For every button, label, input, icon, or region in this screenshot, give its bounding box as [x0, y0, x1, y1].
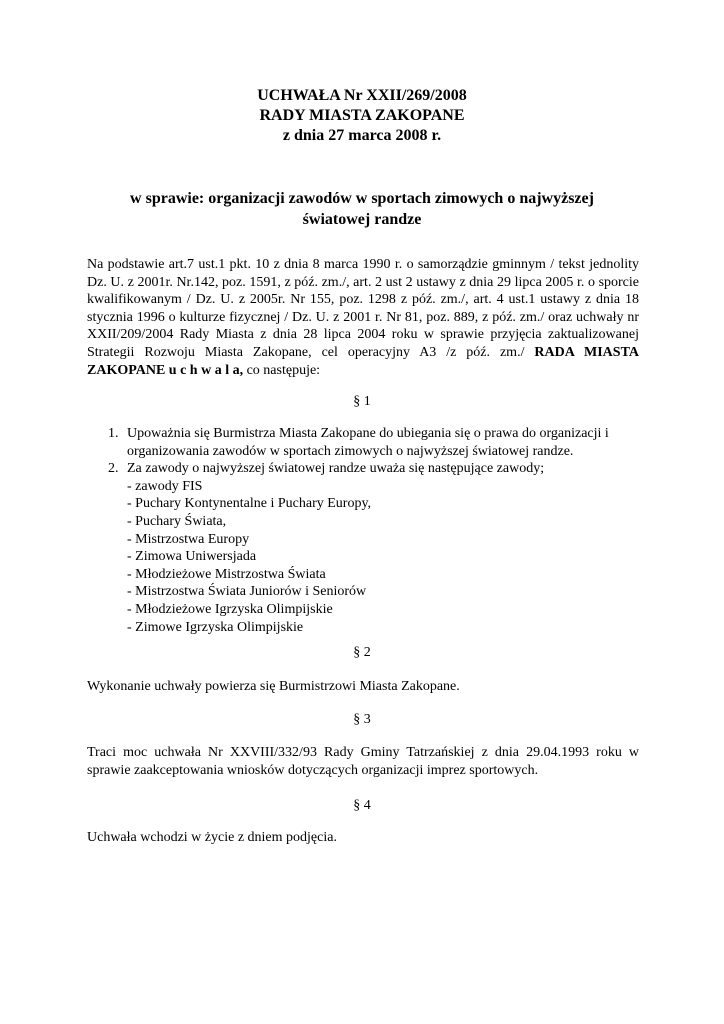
subject-line-1: w sprawie: organizacji zawodów w sportach zimowych o najwyższej — [130, 190, 594, 207]
section-3-heading: § 3 — [353, 712, 371, 727]
numbered-list — [108, 425, 643, 636]
list-item — [108, 425, 643, 460]
list-item-text: Upoważnia się Burmistrza Miasta Zakopane do ubiegania się o prawa do organizacji i organizowania zawodów w sportach zimowych o najwyższej światowej randze. — [127, 426, 609, 459]
list-item-text: Za zawody o najwyższej światowej randze uważa się następujące zawody; — [127, 461, 545, 477]
section-2-heading: § 2 — [353, 645, 371, 660]
section-4-paragraph: Uchwała wchodzi w życie z dniem podjęcia. — [87, 830, 337, 845]
section-3-paragraph: Traci moc uchwała Nr XXVIII/332/93 Rady Gminy Tatrzańskiej z dnia 29.04.1993 roku w sprawie zaakceptowania wniosków dotyczących organizacji imprez sportowych. — [87, 745, 639, 778]
preamble-paragraph — [87, 256, 639, 379]
title-line-1: UCHWAŁA Nr XXII/269/2008 — [257, 87, 467, 104]
competition-type-item: - Mistrzostwa Świata Juniorów i Seniorów — [127, 584, 367, 600]
section-1-heading: § 1 — [353, 394, 371, 409]
competition-type-item: - Młodzieżowe Mistrzostwa Świata — [127, 566, 326, 582]
subject-line-2: światowej randze — [302, 211, 422, 228]
resolution-title — [0, 86, 724, 146]
section-4-heading: § 4 — [353, 798, 371, 813]
title-line-2: RADY MIASTA ZAKOPANE — [259, 107, 465, 124]
competition-type-item: - zawody FIS — [127, 478, 203, 494]
list-item-number: 1. — [108, 426, 119, 441]
competition-type-item: - Puchary Kontynentalne i Puchary Europy, — [127, 496, 372, 512]
competition-type-item: - Zimowa Uniwersjada — [127, 549, 257, 565]
section-2-paragraph: Wykonanie uchwały powierza się Burmistrzowi Miasta Zakopane. — [87, 679, 460, 694]
list-item — [108, 460, 643, 478]
preamble-tail: co następuje: — [243, 362, 321, 378]
competition-type-item: - Mistrzostwa Europy — [127, 531, 250, 547]
competition-type-item: - Puchary Świata, — [127, 513, 227, 529]
list-item-number: 2. — [108, 461, 119, 477]
resolution-subject — [0, 188, 724, 230]
preamble-text: Na podstawie art.7 ust.1 pkt. 10 z dnia 8 marca 1990 r. o samorządzie gminnym / tekst jednolity Dz. U. z 2001r. Nr.142, poz. 1591, z póź. zm./, art. 2 ust 2 ustawy z dnia 29 lipca 2005 r. o sporcie kwalifikowanym / Dz. U. z 2005r. Nr 155, poz. 1298 z póź. zm./, art. 4 ust.1 ustawy z dnia 18 stycznia 1996 o kulturze fizycznej / Dz. U. z 2001 r. Nr 81, poz. 889, z póź. zm./ oraz uchwały nr XXII/209/2004 Rady Miasta z dnia 28 lipca 2004 roku w sprawie przyjęcia zaktualizowanej Strategii Rozwoju Miasta Zakopane, cel operacyjny A3 /z póź. zm./ — [87, 257, 639, 360]
competition-types-list — [108, 478, 643, 636]
competition-type-item: - Młodzieżowe Igrzyska Olimpijskie — [127, 601, 333, 617]
title-line-3: z dnia 27 marca 2008 r. — [282, 127, 442, 144]
preamble-bold-text: RADA MIASTA ZAKOPANE u c h w a l a, — [87, 344, 639, 378]
competition-type-item: - Zimowe Igrzyska Olimpijskie — [127, 619, 304, 635]
